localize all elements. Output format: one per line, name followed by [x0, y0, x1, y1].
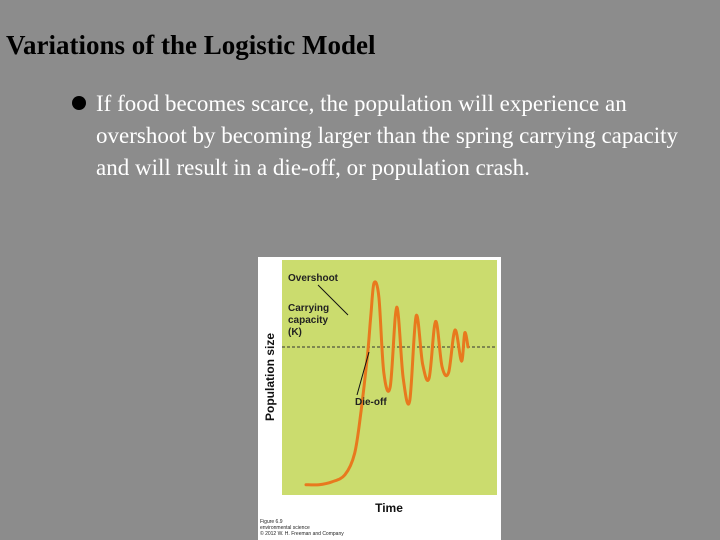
carrying-capacity-annotation-line: capacity — [288, 315, 329, 326]
bullet-text: If food becomes scarce, the population will experience an overshoot by becoming larger than the spring carrying capacity and will result in a die-off, or population crash. — [96, 91, 679, 180]
y-axis-label: Population size — [263, 332, 277, 422]
population-chart — [258, 257, 501, 519]
population-chart-figure — [258, 257, 501, 540]
die-off-annotation: Die-off — [355, 397, 387, 408]
x-axis-label: Time — [375, 501, 403, 515]
figure-credit — [260, 519, 344, 537]
overshoot-annotation: Overshoot — [288, 273, 339, 284]
credit-line: environmental science — [260, 525, 310, 531]
bullet-item — [72, 88, 702, 184]
bullet-dot-icon — [72, 96, 86, 110]
slide-title: Variations of the Logistic Model — [6, 30, 376, 60]
credit-line: © 2012 W. H. Freeman and Company — [260, 531, 344, 537]
plot-area — [282, 260, 497, 495]
credit-line: Figure 6.9 — [260, 519, 283, 525]
carrying-capacity-annotation-line: Carrying — [288, 303, 330, 314]
carrying-capacity-annotation-line: (K) — [288, 327, 302, 338]
